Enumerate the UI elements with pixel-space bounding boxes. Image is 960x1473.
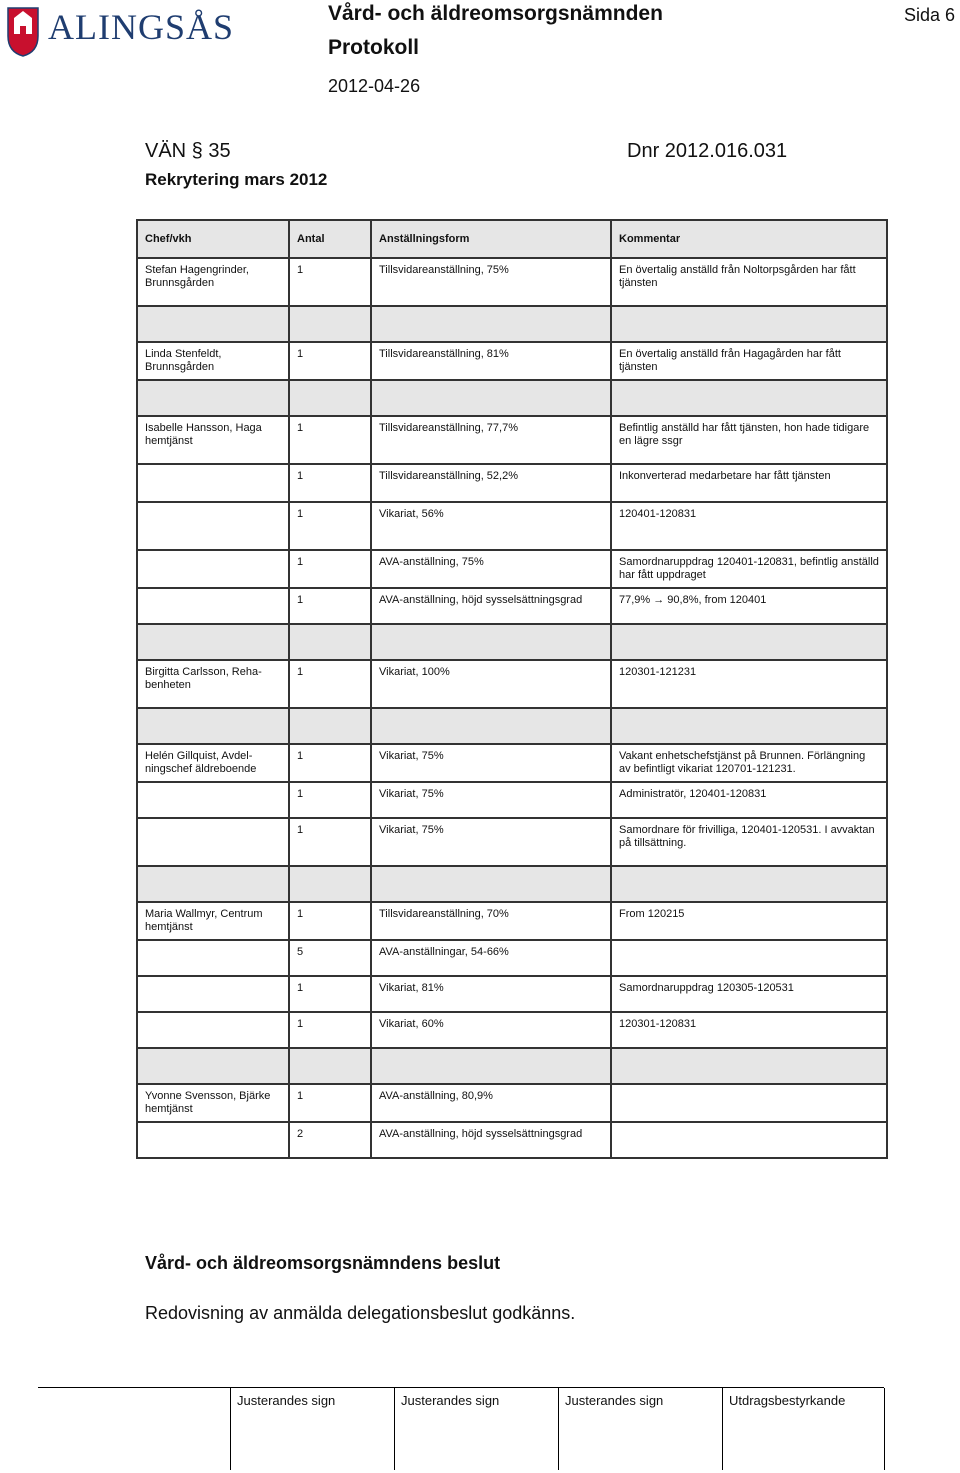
document-type: Protokoll — [328, 36, 420, 59]
table-cell-chef — [137, 1012, 289, 1048]
table-cell-form: AVA-anställning, höjd sysselsättningsgrad — [371, 1122, 611, 1158]
table-cell-antal: 1 — [289, 660, 371, 708]
footer-sign-2: Justerandes sign — [401, 1393, 500, 1408]
table-cell-chef — [137, 818, 289, 866]
table-spacer-row — [137, 306, 887, 342]
spacer-cell — [371, 1048, 611, 1084]
table-cell-chef: Helén Gillquist, Avdel-ningschef äldreboende — [137, 744, 289, 782]
column-header: Kommentar — [611, 220, 887, 258]
table-cell-form: Vikariat, 81% — [371, 976, 611, 1012]
spacer-cell — [137, 380, 289, 416]
table-row — [137, 342, 887, 380]
table-cell-antal: 1 — [289, 976, 371, 1012]
table-header-row — [137, 220, 887, 258]
table-cell-form: AVA-anställning, 75% — [371, 550, 611, 588]
table-row — [137, 782, 887, 818]
table-cell-kommentar: Samordnare för frivilliga, 120401-120531. I avvaktan på tillsättning. — [611, 818, 887, 866]
meeting-date: 2012-04-26 — [328, 76, 421, 96]
spacer-cell — [371, 866, 611, 902]
table-cell-antal: 1 — [289, 818, 371, 866]
table-row — [137, 588, 887, 624]
spacer-cell — [137, 708, 289, 744]
table-cell-kommentar: From 120215 — [611, 902, 887, 940]
spacer-cell — [611, 380, 887, 416]
footer-divider — [722, 1388, 723, 1470]
table-spacer-row — [137, 866, 887, 902]
table-cell-form: Vikariat, 100% — [371, 660, 611, 708]
table-cell-antal: 2 — [289, 1122, 371, 1158]
table-spacer-row — [137, 380, 887, 416]
table-cell-form: Vikariat, 75% — [371, 744, 611, 782]
table-cell-antal: 1 — [289, 502, 371, 550]
table-cell-chef — [137, 782, 289, 818]
footer-divider — [230, 1388, 231, 1470]
table-cell-chef — [137, 550, 289, 588]
recruitment-table — [136, 219, 888, 1159]
table-cell-form: Vikariat, 75% — [371, 818, 611, 866]
spacer-cell — [289, 866, 371, 902]
table-cell-antal: 1 — [289, 782, 371, 818]
table-cell-kommentar: En övertalig anställd från Noltorpsgården har fått tjänsten — [611, 258, 887, 306]
spacer-cell — [289, 708, 371, 744]
table-cell-antal: 1 — [289, 342, 371, 380]
table-cell-kommentar: Samordnaruppdrag 120401-120831, befintlig anställd har fått uppdraget — [611, 550, 887, 588]
footer-sign-3: Justerandes sign — [565, 1393, 664, 1408]
footer-sign-1: Justerandes sign — [237, 1393, 336, 1408]
table-row — [137, 744, 887, 782]
table-cell-kommentar: Befintlig anställd har fått tjänsten, hon hade tidigare en lägre ssgr — [611, 416, 887, 464]
table-cell-kommentar: Inkonverterad medarbetare har fått tjänsten — [611, 464, 887, 502]
table-cell-form: AVA-anställningar, 54-66% — [371, 940, 611, 976]
table-cell-form: Tillsvidareanställning, 52,2% — [371, 464, 611, 502]
table-spacer-row — [137, 708, 887, 744]
table-cell-form: AVA-anställning, 80,9% — [371, 1084, 611, 1122]
table-row — [137, 550, 887, 588]
column-header: Anställningsform — [371, 220, 611, 258]
table-cell-form: Tillsvidareanställning, 70% — [371, 902, 611, 940]
table-spacer-row — [137, 1048, 887, 1084]
table-cell-form: Vikariat, 75% — [371, 782, 611, 818]
table-cell-chef — [137, 940, 289, 976]
table-cell-form: Vikariat, 56% — [371, 502, 611, 550]
table-row — [137, 902, 887, 940]
table-cell-form: Tillsvidareanställning, 81% — [371, 342, 611, 380]
table-row — [137, 660, 887, 708]
spacer-cell — [371, 624, 611, 660]
table-row — [137, 976, 887, 1012]
spacer-cell — [289, 624, 371, 660]
spacer-cell — [137, 1048, 289, 1084]
table-cell-form: Tillsvidareanställning, 75% — [371, 258, 611, 306]
table-row — [137, 464, 887, 502]
spacer-cell — [289, 1048, 371, 1084]
coat-of-arms-icon — [6, 6, 40, 58]
table-cell-antal: 1 — [289, 258, 371, 306]
paragraph-code: VÄN § 35 — [145, 140, 231, 162]
spacer-cell — [611, 624, 887, 660]
table-row — [137, 940, 887, 976]
table-cell-antal: 1 — [289, 1012, 371, 1048]
spacer-cell — [371, 708, 611, 744]
table-cell-kommentar: Vakant enhetschefstjänst på Brunnen. Förlängning av befintligt vikariat 120701-121231. — [611, 744, 887, 782]
spacer-cell — [371, 306, 611, 342]
table-row — [137, 1122, 887, 1158]
table-row — [137, 502, 887, 550]
logo-wordmark: ALINGSÅS — [48, 7, 235, 47]
table-cell-antal: 1 — [289, 744, 371, 782]
spacer-cell — [611, 708, 887, 744]
table-row — [137, 818, 887, 866]
table-row — [137, 1084, 887, 1122]
table-cell-antal: 1 — [289, 1084, 371, 1122]
table-cell-chef — [137, 464, 289, 502]
table-cell-kommentar — [611, 1084, 887, 1122]
table-cell-antal: 1 — [289, 550, 371, 588]
table-cell-kommentar: 120301-121231 — [611, 660, 887, 708]
spacer-cell — [611, 1048, 887, 1084]
table-cell-kommentar — [611, 1122, 887, 1158]
table-cell-chef — [137, 1122, 289, 1158]
diary-number: Dnr 2012.016.031 — [627, 140, 788, 162]
table-cell-antal: 1 — [289, 416, 371, 464]
table-cell-chef: Linda Stenfeldt, Brunnsgården — [137, 342, 289, 380]
table-cell-antal: 1 — [289, 902, 371, 940]
table-cell-form: Vikariat, 60% — [371, 1012, 611, 1048]
table-spacer-row — [137, 624, 887, 660]
table-cell-chef: Birgitta Carlsson, Reha-benheten — [137, 660, 289, 708]
table-cell-kommentar: Administratör, 120401-120831 — [611, 782, 887, 818]
table-cell-chef: Yvonne Svensson, Bjärke hemtjänst — [137, 1084, 289, 1122]
section-title: Rekrytering mars 2012 — [145, 170, 328, 189]
table-cell-form: Tillsvidareanställning, 77,7% — [371, 416, 611, 464]
committee-title: Vård- och äldreomsorgsnämnden — [328, 2, 663, 25]
table-row — [137, 416, 887, 464]
alingsas-logo — [6, 6, 256, 60]
footer-rule — [38, 1387, 884, 1388]
column-header: Antal — [289, 220, 371, 258]
spacer-cell — [371, 380, 611, 416]
table-cell-kommentar: 77,9% → 90,8%, from 120401 — [611, 588, 887, 624]
decision-heading: Vård- och äldreomsorgsnämndens beslut — [145, 1253, 501, 1273]
footer-divider — [884, 1388, 885, 1470]
spacer-cell — [289, 306, 371, 342]
table-cell-antal: 1 — [289, 464, 371, 502]
table-cell-chef: Maria Wallmyr, Centrum hemtjänst — [137, 902, 289, 940]
page-number: Sida 6 — [904, 5, 956, 25]
table-cell-kommentar: Samordnaruppdrag 120305-120531 — [611, 976, 887, 1012]
table-body — [137, 258, 887, 1158]
column-header: Chef/vkh — [137, 220, 289, 258]
table-row — [137, 258, 887, 306]
table-cell-antal: 5 — [289, 940, 371, 976]
table-cell-chef — [137, 976, 289, 1012]
spacer-cell — [137, 306, 289, 342]
spacer-cell — [611, 306, 887, 342]
spacer-cell — [137, 866, 289, 902]
table-cell-kommentar: En övertalig anställd från Hagagården har fått tjänsten — [611, 342, 887, 380]
spacer-cell — [289, 380, 371, 416]
table-cell-chef: Stefan Hagengrinder, Brunnsgården — [137, 258, 289, 306]
spacer-cell — [137, 624, 289, 660]
table-cell-chef — [137, 502, 289, 550]
table-cell-antal: 1 — [289, 588, 371, 624]
table-cell-kommentar — [611, 940, 887, 976]
table-cell-kommentar: 120301-120831 — [611, 1012, 887, 1048]
table-cell-kommentar: 120401-120831 — [611, 502, 887, 550]
table-cell-chef: Isabelle Hansson, Haga hemtjänst — [137, 416, 289, 464]
footer-certification: Utdragsbestyrkande — [729, 1393, 846, 1408]
table-cell-form: AVA-anställning, höjd sysselsättningsgrad — [371, 588, 611, 624]
footer-divider — [558, 1388, 559, 1470]
decision-text: Redovisning av anmälda delegationsbeslut godkänns. — [145, 1303, 576, 1323]
table-row — [137, 1012, 887, 1048]
spacer-cell — [611, 866, 887, 902]
table-cell-chef — [137, 588, 289, 624]
footer-divider — [394, 1388, 395, 1470]
